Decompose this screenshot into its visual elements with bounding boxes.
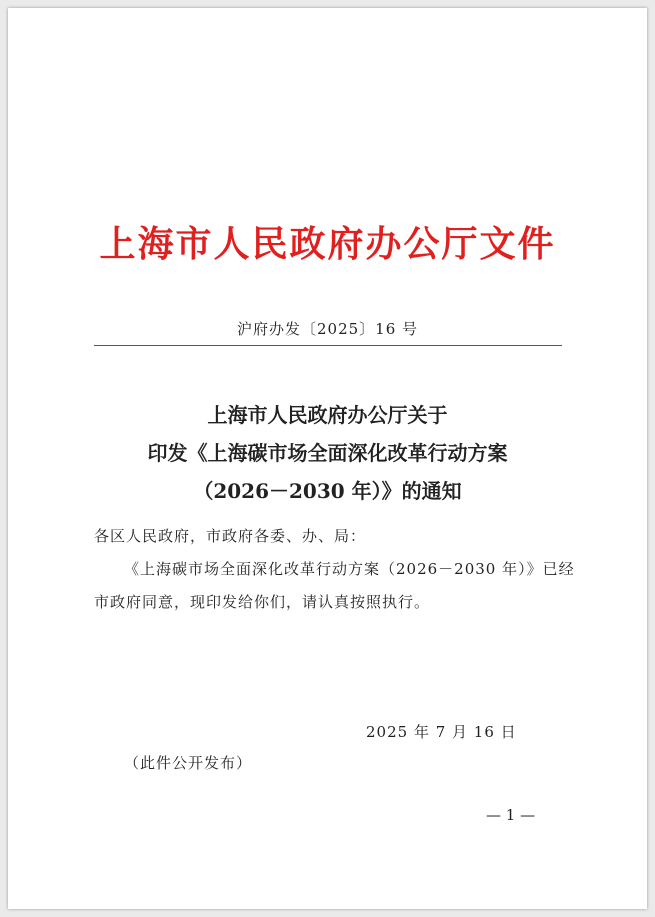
issue-date: 2025 年 7 月 16 日	[366, 723, 517, 741]
issuer-header-title: 上海市人民政府办公厅文件	[99, 223, 556, 265]
page-number: — 1 —	[486, 806, 536, 824]
public-release-note: （此件公开发布）	[124, 754, 253, 772]
body-paragraph-line-2: 市政府同意，现印发给你们，请认真按照执行。	[94, 593, 431, 611]
notice-subject	[8, 396, 647, 510]
document-page	[8, 8, 647, 909]
document-number: 沪府办发〔2025〕16 号	[236, 320, 419, 338]
subject-line-3: （2026－2030 年）》的通知	[193, 479, 462, 503]
body-paragraph-line-1: 《上海碳市场全面深化改革行动方案（2026－2030 年）》已经	[124, 560, 575, 578]
subject-line-1: 上海市人民政府办公厅关于	[207, 403, 448, 427]
addressee-line: 各区人民政府，市政府各委、办、局：	[94, 527, 367, 545]
subject-line-2: 印发《上海碳市场全面深化改革行动方案	[147, 441, 508, 465]
red-separator-line	[94, 345, 562, 346]
